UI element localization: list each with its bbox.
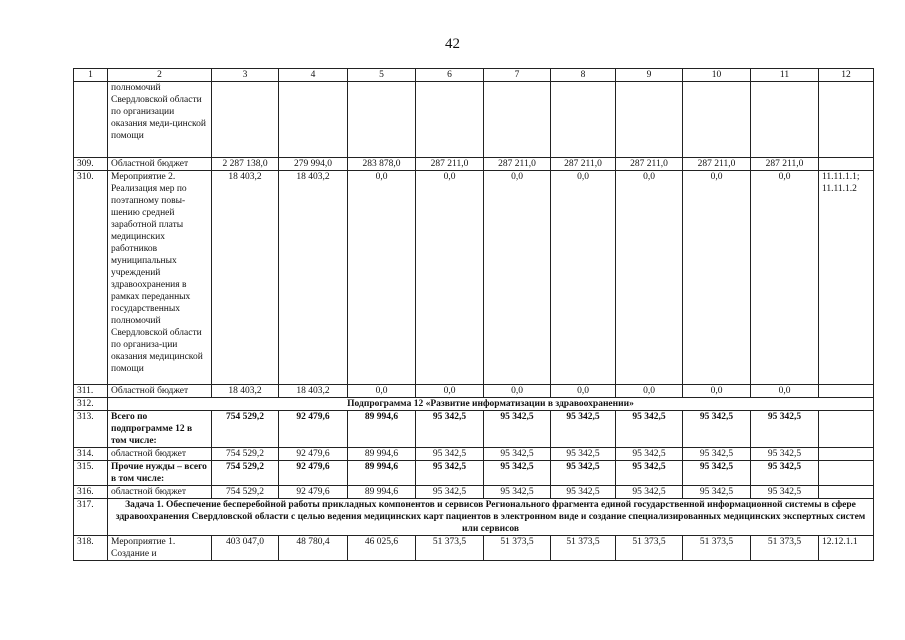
- table-row: [74, 158, 874, 171]
- row-name: Прочие нужды – всего в том числе:: [108, 461, 212, 486]
- row-number: 309.: [74, 158, 108, 171]
- value-cell: 51 373,5: [751, 536, 819, 561]
- value-cell: 89 994,6: [348, 448, 416, 461]
- target-code: 11.11.1.1; 11.11.1.2: [819, 171, 874, 385]
- target-code: 12.12.1.1: [819, 536, 874, 561]
- header-cell: 2: [108, 69, 212, 82]
- value-cell: 51 373,5: [551, 536, 616, 561]
- value-cell: 95 342,5: [751, 411, 819, 448]
- row-number: 313.: [74, 411, 108, 448]
- table-row: [74, 385, 874, 398]
- value-cell: 95 342,5: [616, 448, 683, 461]
- value-cell: [212, 82, 279, 158]
- value-cell: 283 878,0: [348, 158, 416, 171]
- value-cell: 92 479,6: [279, 411, 348, 448]
- value-cell: 89 994,6: [348, 411, 416, 448]
- row-name: полномочий Свердловской области по организации оказания меди-цинской помощи: [108, 82, 212, 158]
- row-number: 311.: [74, 385, 108, 398]
- row-name: Областной бюджет: [108, 385, 212, 398]
- header-cell: 10: [683, 69, 751, 82]
- target-code: [819, 448, 874, 461]
- table-row: [74, 486, 874, 499]
- value-cell: 287 211,0: [683, 158, 751, 171]
- task-row: [74, 499, 874, 536]
- value-cell: 0,0: [683, 385, 751, 398]
- value-cell: 0,0: [484, 385, 551, 398]
- value-cell: 46 025,6: [348, 536, 416, 561]
- value-cell: 95 342,5: [416, 486, 484, 499]
- value-cell: 95 342,5: [683, 486, 751, 499]
- row-name: Всего по подпрограмме 12 в том числе:: [108, 411, 212, 448]
- row-name: областной бюджет: [108, 486, 212, 499]
- table-row: [74, 461, 874, 486]
- task-title: Задача 1. Обеспечение бесперебойной работы прикладных компонентов и сервисов Регионального фрагмента единой государственной информационной системы в сфере здравоохранения Свердловской области с целью ведения медицинских карт пациентов в электронном виде и создание специализированных медицинских экспертных систем или сервисов: [108, 499, 874, 536]
- value-cell: 287 211,0: [484, 158, 551, 171]
- value-cell: [348, 82, 416, 158]
- value-cell: 95 342,5: [751, 448, 819, 461]
- value-cell: 279 994,0: [279, 158, 348, 171]
- value-cell: 754 529,2: [212, 486, 279, 499]
- value-cell: 0,0: [484, 171, 551, 385]
- value-cell: 95 342,5: [484, 461, 551, 486]
- table-row: [74, 82, 874, 158]
- value-cell: 18 403,2: [279, 385, 348, 398]
- value-cell: 95 342,5: [484, 448, 551, 461]
- value-cell: 48 780,4: [279, 536, 348, 561]
- row-name: областной бюджет: [108, 448, 212, 461]
- value-cell: 95 342,5: [683, 461, 751, 486]
- target-code: [819, 158, 874, 171]
- header-row: [74, 69, 874, 82]
- value-cell: 287 211,0: [751, 158, 819, 171]
- value-cell: 95 342,5: [751, 486, 819, 499]
- row-number: 316.: [74, 486, 108, 499]
- value-cell: 754 529,2: [212, 461, 279, 486]
- value-cell: 287 211,0: [551, 158, 616, 171]
- value-cell: 92 479,6: [279, 461, 348, 486]
- row-number: 312.: [74, 398, 108, 411]
- target-code: [819, 385, 874, 398]
- value-cell: 18 403,2: [212, 385, 279, 398]
- table-row: [74, 411, 874, 448]
- table-row: [74, 536, 874, 561]
- value-cell: 95 342,5: [616, 411, 683, 448]
- value-cell: 95 342,5: [484, 411, 551, 448]
- value-cell: [416, 82, 484, 158]
- subprogram-title: Подпрограмма 12 «Развитие информатизации в здравоохранении»: [108, 398, 874, 411]
- value-cell: 287 211,0: [416, 158, 484, 171]
- value-cell: 0,0: [616, 171, 683, 385]
- value-cell: 0,0: [616, 385, 683, 398]
- value-cell: 89 994,6: [348, 461, 416, 486]
- value-cell: 51 373,5: [683, 536, 751, 561]
- target-code: [819, 486, 874, 499]
- row-number: 314.: [74, 448, 108, 461]
- header-cell: 11: [751, 69, 819, 82]
- target-code: [819, 411, 874, 448]
- row-name: Мероприятие 1. Создание и: [108, 536, 212, 561]
- header-cell: 8: [551, 69, 616, 82]
- value-cell: 403 047,0: [212, 536, 279, 561]
- value-cell: 0,0: [348, 171, 416, 385]
- header-cell: 7: [484, 69, 551, 82]
- value-cell: 95 342,5: [551, 448, 616, 461]
- value-cell: 95 342,5: [683, 411, 751, 448]
- target-code: [819, 461, 874, 486]
- header-cell: 3: [212, 69, 279, 82]
- header-cell: 4: [279, 69, 348, 82]
- value-cell: 95 342,5: [616, 461, 683, 486]
- header-cell: 1: [74, 69, 108, 82]
- subprogram-row: [74, 398, 874, 411]
- row-name: Областной бюджет: [108, 158, 212, 171]
- header-cell: 5: [348, 69, 416, 82]
- value-cell: 754 529,2: [212, 448, 279, 461]
- value-cell: [751, 82, 819, 158]
- table-row: [74, 171, 874, 385]
- header-cell: 6: [416, 69, 484, 82]
- page-number: 42: [445, 36, 460, 52]
- value-cell: 95 342,5: [416, 461, 484, 486]
- value-cell: 95 342,5: [616, 486, 683, 499]
- row-number: [74, 82, 108, 158]
- header-cell: 12: [819, 69, 874, 82]
- value-cell: [279, 82, 348, 158]
- value-cell: 0,0: [683, 171, 751, 385]
- value-cell: 18 403,2: [212, 171, 279, 385]
- value-cell: [551, 82, 616, 158]
- value-cell: 95 342,5: [551, 411, 616, 448]
- value-cell: [484, 82, 551, 158]
- budget-table: [73, 68, 874, 561]
- row-number: 310.: [74, 171, 108, 385]
- value-cell: 754 529,2: [212, 411, 279, 448]
- row-number: 318.: [74, 536, 108, 561]
- value-cell: 95 342,5: [484, 486, 551, 499]
- value-cell: 2 287 138,0: [212, 158, 279, 171]
- value-cell: 95 342,5: [751, 461, 819, 486]
- value-cell: 92 479,6: [279, 448, 348, 461]
- header-cell: 9: [616, 69, 683, 82]
- value-cell: 0,0: [416, 171, 484, 385]
- value-cell: 0,0: [348, 385, 416, 398]
- value-cell: 95 342,5: [416, 448, 484, 461]
- value-cell: 0,0: [551, 385, 616, 398]
- row-number: 315.: [74, 461, 108, 486]
- value-cell: 95 342,5: [416, 411, 484, 448]
- value-cell: 0,0: [751, 385, 819, 398]
- value-cell: 0,0: [551, 171, 616, 385]
- value-cell: 51 373,5: [616, 536, 683, 561]
- value-cell: 95 342,5: [683, 448, 751, 461]
- target-code: [819, 82, 874, 158]
- value-cell: 51 373,5: [416, 536, 484, 561]
- value-cell: 51 373,5: [484, 536, 551, 561]
- value-cell: 18 403,2: [279, 171, 348, 385]
- table-row: [74, 448, 874, 461]
- value-cell: [683, 82, 751, 158]
- value-cell: 92 479,6: [279, 486, 348, 499]
- row-number: 317.: [74, 499, 108, 536]
- value-cell: 287 211,0: [616, 158, 683, 171]
- value-cell: 95 342,5: [551, 461, 616, 486]
- row-name: Мероприятие 2. Реализация мер по поэтапному повы-шению средней заработной платы медицинских работников муниципальных учреждений здравоохранения в рамках переданных государственных полномочий Свердловской области по организа-ции оказания медицинской помощи: [108, 171, 212, 385]
- value-cell: 95 342,5: [551, 486, 616, 499]
- value-cell: 0,0: [751, 171, 819, 385]
- value-cell: 89 994,6: [348, 486, 416, 499]
- value-cell: [616, 82, 683, 158]
- value-cell: 0,0: [416, 385, 484, 398]
